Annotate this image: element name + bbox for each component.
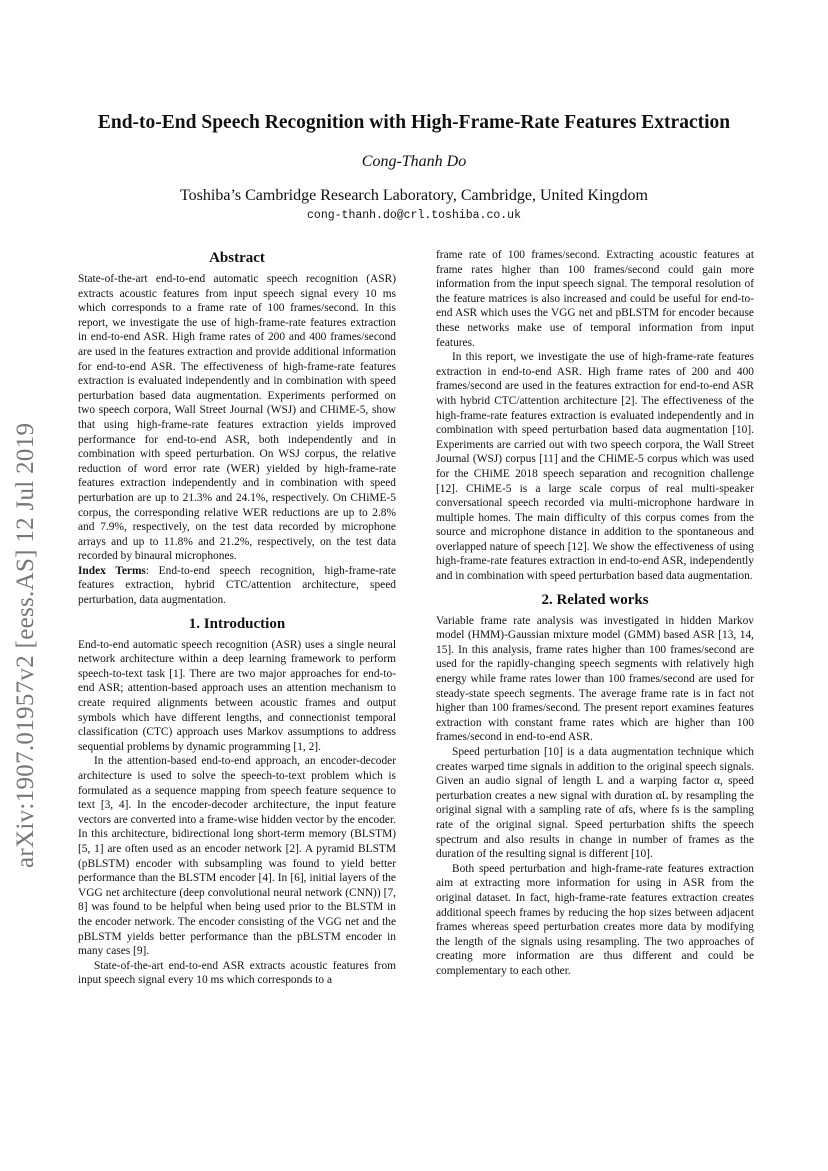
related-paragraph-3: Both speed perturbation and high-frame-rate features extraction aim at extracting more information for using in ASR from the original dataset. In fact, high-frame-rate features extraction creates additional speech frames by reducing the hop sizes between adjacent frames whereas speed perturbation creates more data by modifying the length of the signals using resampling. The two approaches of creating more information are thus different and could be complementary to each other. (436, 862, 754, 977)
index-terms-label: Index Terms (78, 564, 146, 577)
related-works-heading: 2. Related works (541, 591, 649, 608)
left-column (78, 248, 396, 988)
abstract-heading: Abstract (209, 250, 265, 266)
intro-paragraph-1: End-to-end automatic speech recognition (ASR) uses a single neural network architecture within a deep learning framework to perform speech-to-text task [1]. There are two major approaches for end-to-end ASR; attention-based approach uses an attention mechanism to create required alignments between acoustic frames and output symbols which have different lengths, and connectionist temporal classification (CTC) approach uses Markov assumptions to address sequential problems by dynamic programming [1, 2]. (78, 638, 396, 753)
arxiv-identifier: arXiv:1907.01957v2 [eess.AS] 12 Jul 2019 (12, 422, 39, 868)
abstract-text: State-of-the-art end-to-end automatic speech recognition (ASR) extracts acoustic features from input speech signal every 10 ms which corresponds to a frame rate of 100 frames/second. In this report, we investigate the use of high-frame-rate features extraction in end-to-end ASR. High frame rates of 200 and 400 frames/second are used in the features extraction and provide additional information for end-to-end ASR. The effectiveness of high-frame-rate features extraction is evaluated independently and in combination with speed perturbation based data augmentation. Experiments performed on two speech corpora, Wall Street Journal (WSJ) and CHiME-5, show that using high-frame-rate features extraction yields improved performance for end-to-end ASR, both independently and in combination with speed perturbation. On WSJ corpus, the relative reduction of word error rate (WER) yielded by high-frame-rate features extraction independently and in combination with speed perturbation are up to 21.3% and 24.1%, respectively. On CHiME-5 corpus, the corresponding relative WER reductions are up to 2.8% and 7.9%, respectively, on the test data recorded by microphone arrays and up to 11.8% and 21.2%, respectively, on the test data recorded by binaural microphones. (78, 273, 396, 563)
intro-paragraph-4: In this report, we investigate the use of high-frame-rate features extraction in end-to-end ASR. High frame rates of 200 and 400 frames/second are used in the features extraction for end-to-end ASR with hybrid CTC/attention architecture [2]. The effectiveness of the high-frame-rate features extraction is evaluated independently and in combination with speed perturbation based data augmentation [10]. Experiments are carried out with two speech corpora, the Wall Street Journal (WSJ) corpus [11] and the CHiME-5 corpus which was used for the CHiME 2018 speech separation and recognition challenge [12]. CHiME-5 is a large scale corpus of real multi-speaker conversational speech recorded via multi-microphone hardware in multiple homes. The main difficulty of this corpus comes from the source and microphone distance in addition to the spontaneous and overlapped nature of speech [12]. We show the effectiveness of using high-frame-rate features extraction in end-to-end ASR, independently and in combination with speed perturbation based data augmentation. (436, 351, 754, 583)
author-name: Cong-Thanh Do (361, 153, 467, 170)
index-terms-text: : End-to-end speech recognition, high-frame-rate features extraction, hybrid CTC/attention architecture, speed perturbation, data augmentation. (78, 564, 396, 607)
related-paragraph-2: Speed perturbation [10] is a data augmentation technique which creates warped time signals in addition to the original speech signals. Given an audio signal of length L and a warping factor α, speed perturbation creates a new signal with duration αL by resampling the original signal with a sampling rate of αfs, where fs is the sampling rate of the original signal. Speed perturbation shifts the speech spectrum and also results in change in number of frames as the duration of the resulting signal is different [10]. (436, 746, 754, 861)
introduction-heading: 1. Introduction (188, 615, 286, 632)
intro-paragraph-3-continued: frame rate of 100 frames/second. Extracting acoustic features at frame rates higher than 100 frames/second could gain more information from the input speech signal. The temporal resolution of the feature matrices is also increased and could be useful for end-to-end ASR which uses the VGG net and pBLSTM for encoder because these networks make use of temporal information from input features. (436, 249, 754, 349)
right-column (436, 248, 754, 979)
index-terms (78, 564, 396, 608)
intro-paragraph-3: State-of-the-art end-to-end ASR extracts acoustic features from input speech signal every 10 ms which corresponds to a (78, 959, 396, 987)
intro-paragraph-2: In the attention-based end-to-end approach, an encoder-decoder architecture is used to solve the speech-to-text problem which is formulated as a sequence mapping from speech feature sequence to text [3, 4]. In the encoder-decoder architecture, the input feature vectors are converted into a frame-wise hidden vector by the encoder. In this architecture, bidirectional long short-term memory (BLSTM) [5, 1] are often used as an encoder network [2]. A pyramid BLSTM (pBLSTM) encoder with subsampling was found to yield better performance than the BLSTM encoder [4]. In [6], initial layers of the VGG net architecture (deep convolutional neural network (CNN)) [7, 8] was found to be helpful when being used prior to the BLSTM in the encoder network. The encoder consisting of the VGG net and the pBLSTM yields better performance than the pBLSTM encoder in many cases [9]. (78, 755, 396, 958)
author-affiliation: Toshiba’s Cambridge Research Laboratory, Cambridge, United Kingdom (180, 187, 648, 204)
paper-title: End-to-End Speech Recognition with High-Frame-Rate Features Extraction (97, 112, 731, 133)
related-paragraph-1: Variable frame rate analysis was investigated in hidden Markov model (HMM)-Gaussian mixture model (GMM) based ASR [13, 14, 15]. In this analysis, frame rates higher than 100 frames/second are used for the rapidly-changing speech segments with relatively high energy while frame rates lower than 100 frames/second are used for steady-state speech segments. The average frame rate is in fact not higher than 100 frames/second. The present report examines features extraction with constant frame rates which are higher than 100 frames/second in end-to-end ASR. (436, 614, 754, 744)
author-email: cong-thanh.do@crl.toshiba.co.uk (307, 209, 521, 222)
